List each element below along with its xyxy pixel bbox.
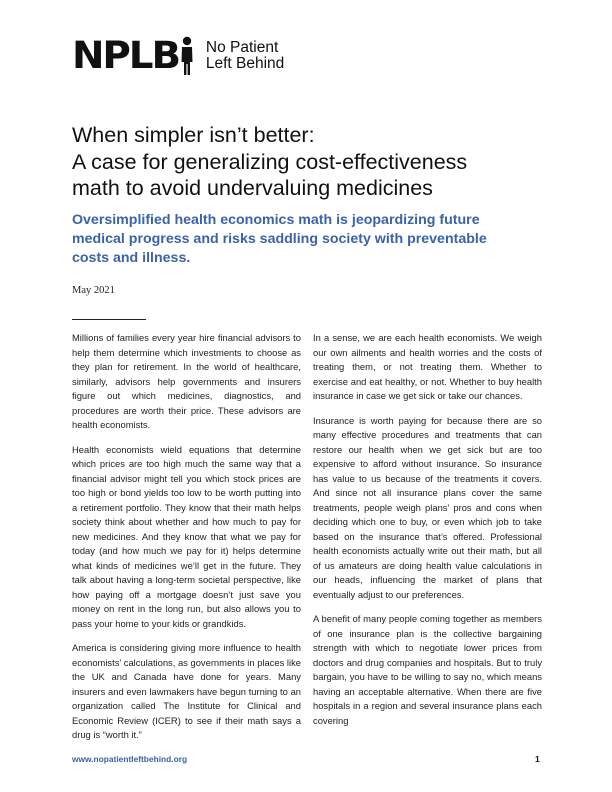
paragraph: A benefit of many people coming together as members of one insurance plan is the collective bargaining strength with which to negotiate lower prices from doctors and drug companies and hospitals. But to truly bargain, you have to be willing to say no, which means having an acceptable alternative. When there are five hospitals in a region and several insurance plans each covering bbox=[313, 613, 542, 726]
person-silhouette-icon bbox=[180, 36, 194, 76]
paragraph: Health economists wield equations that determine which prices are too high much the same way that a financial advisor might tell you which stock prices are too high or bond yields too low to be worth putting into a retirement portfolio. They know that their math helps society think about whether and how much to pay for new medicines. And they know that what we pay for today (and how much we pay for it) helps determine what kinds of medicines we’ll get in the future. They talk about having a long-term societal perspective, like how paying off a mortgage doesn’t just save you money on rent in the long run, but also allows you to pass your home to your kids or grandkids. bbox=[72, 443, 301, 629]
footer-link[interactable]: www.nopatientleftbehind.org bbox=[72, 754, 188, 764]
logo-line-2: Left Behind bbox=[205, 55, 285, 72]
logo-line-1: No Patient bbox=[205, 39, 279, 56]
title-line-1: When simpler isn’t better: bbox=[72, 123, 315, 147]
right-column bbox=[313, 331, 542, 738]
logo-wordmark bbox=[206, 40, 284, 72]
paragraph: Insurance is worth paying for because there are so many effective procedures and treatments that can restore our health when we get sick but are too expensive to afford without insurance. So insurance has value to us because of the treatments it covers. And since not all insurance plans cover the same treatments, people weigh plans’ pros and cons when deciding which one to buy, or even which job to take based on the insurance that’s offered. Professional health economists actually write out their math, but all of us amateurs are doing health value calculations in our heads, influencing the market of plans that eventually adjust to our preferences. bbox=[313, 414, 542, 600]
left-column bbox=[72, 331, 301, 753]
logo-letters: NPLB bbox=[72, 34, 179, 77]
paragraph: In a sense, we are each health economists. We weigh our own ailments and health worries and the costs of treating them, or not treating them. Whether to exercise and eat healthy, or not. Whether to buy health insurance in case we get sick or take our chances. bbox=[313, 332, 542, 401]
subtitle: Oversimplified health economics math is jeopardizing future medical progress and risks saddling society with preventable costs and illness. bbox=[72, 212, 487, 266]
paragraph: Millions of families every year hire financial advisors to help them determine which investments to choose as they plan for retirement. In the world of healthcare, similarly, advisors help governments and insurers figure out which medicines, diagnostics, and procedures are worth their price. These advisors are health economists. bbox=[72, 332, 301, 430]
paragraph: America is considering giving more influence to health economists’ calculations, as governments in places like the UK and Canada have done for years. Many insurers and even lawmakers have begun turning to an organization called The Institute for Clinical and Economic Review (ICER) to see if their math says a drug is “worth it.” bbox=[72, 642, 301, 740]
divider bbox=[72, 319, 146, 320]
title-line-2: A case for generalizing cost-effectiveness bbox=[72, 149, 468, 174]
page-title bbox=[72, 122, 542, 202]
logo-mark bbox=[72, 36, 194, 76]
publication-date: May 2021 bbox=[72, 285, 115, 296]
nplb-logo bbox=[72, 36, 284, 76]
page-number: 1 bbox=[535, 754, 540, 764]
title-line-3: math to avoid undervaluing medicines bbox=[72, 176, 433, 200]
